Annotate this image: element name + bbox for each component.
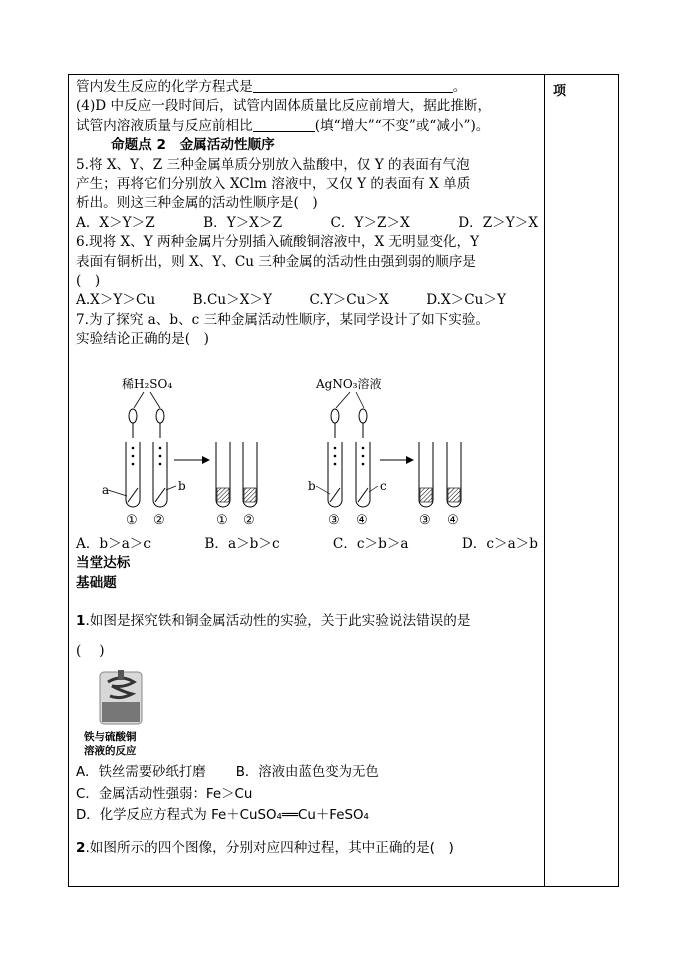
q6-options <box>76 291 506 310</box>
dropper-icon <box>129 409 164 438</box>
section-heading-2: 命题点 2 金属活动性顺序 <box>111 137 275 154</box>
label-metal-c: c <box>380 479 387 493</box>
q5-option-c[interactable]: C．Y＞Z＞X <box>330 214 410 231</box>
q1-text: .如图是探究铁和铜金属活动性的实验，关于此实验说法错误的是 <box>85 613 471 629</box>
q7-option-b[interactable]: B．a＞b＞c <box>204 536 280 552</box>
tube-number-4-result: ④ <box>447 513 459 528</box>
q7-experiment-figure <box>78 372 538 530</box>
q6-line-3: ( ) <box>76 273 101 290</box>
arrow-right-icon <box>174 456 210 464</box>
after-figure-content <box>76 535 540 593</box>
q5-option-d[interactable]: D．Z＞Y＞X <box>458 214 538 231</box>
q6-line-2: 表面有铜析出，则 X、Y、Cu 三种金属的活动性由强到弱的顺序是 <box>76 253 476 270</box>
text-q4-prompt: 试管内溶液质量与反应前相比 <box>76 117 253 134</box>
heading-jichu: 基础题 <box>76 574 117 591</box>
q6-option-c[interactable]: C.Y＞Cu＞X <box>309 292 389 309</box>
reagent-label-h2so4: 稀H₂SO₄ <box>122 377 173 391</box>
q1-option-b[interactable]: B．溶液由蓝色变为无色 <box>235 765 379 780</box>
tube-number-2: ② <box>153 513 165 528</box>
label-metal-b: b <box>178 479 186 493</box>
q7-line-2: 实验结论正确的是( ) <box>76 331 209 348</box>
test-tube-icon <box>126 442 167 507</box>
tube-number-3-result: ③ <box>419 513 431 528</box>
q1-number: 1 <box>76 613 86 629</box>
column-divider <box>544 74 545 887</box>
q6-option-b[interactable]: B.Cu＞X＞Y <box>192 292 272 309</box>
heading-dangtang: 当堂达标 <box>76 555 131 572</box>
dropper-icon <box>331 409 367 438</box>
arrow-right-icon <box>380 456 414 464</box>
q1-option-a[interactable]: A．铁丝需要砂纸打磨 <box>76 765 206 780</box>
question-2 <box>76 836 540 856</box>
line-equation <box>76 78 540 97</box>
tube-number-3: ③ <box>328 513 340 528</box>
q6-option-a[interactable]: A.X＞Y＞Cu <box>76 292 156 309</box>
q1-option-d[interactable]: D．化学反应方程式为 Fe＋CuSO₄══Cu＋FeSO₄ <box>76 808 369 823</box>
q1-paren: ( ) <box>76 643 105 659</box>
q5-line-2: 产生；再将它们分别放入 XClm 溶液中，又仅 Y 的表面有 X 单质 <box>76 176 471 193</box>
q5-option-a[interactable]: A．X＞Y＞Z <box>76 214 155 231</box>
q5-line-3: 析出。则这三种金属的活动性顺序是( ) <box>76 195 318 212</box>
side-column-label: 项 <box>553 84 567 99</box>
q1-option-c[interactable]: C．金属活动性强弱：Fe＞Cu <box>76 786 253 802</box>
q1-options <box>76 762 540 827</box>
q7-options <box>76 535 538 554</box>
q7-line-1: 7.为了探究 a、b、c 三种金属活动性顺序，某同学设计了如下实验。 <box>76 311 490 328</box>
test-tube-icon <box>328 442 370 507</box>
q5-line-1: 5.将 X、Y、Z 三种金属单质分别放入盐酸中，仅 Y 的表面有气泡 <box>76 156 470 173</box>
answer-blank-mass[interactable] <box>253 118 315 132</box>
iron-copper-sulfate-photo <box>78 668 168 760</box>
tube-number-2-result: ② <box>243 513 255 528</box>
main-content <box>76 78 540 350</box>
q2-text: .如图所示的四个图像，分别对应四种过程，其中正确的是( ) <box>85 840 454 856</box>
caption-line-2: 溶液的反应 <box>84 745 137 757</box>
text-q4-hint: (填“增大”“不变”或“减小”)。 <box>314 117 490 134</box>
q6-line-1: 6.现将 X、Y 两种金属片分别插入硫酸铜溶液中，X 无明显变化，Y <box>76 234 480 251</box>
tube-number-1: ① <box>126 513 138 528</box>
q5-option-b[interactable]: B．Y＞X＞Z <box>203 214 283 231</box>
tube-number-1-result: ① <box>216 513 228 528</box>
caption-line-1: 铁与硫酸铜 <box>84 731 137 743</box>
q7-option-d[interactable]: D．c＞a＞b <box>461 536 538 552</box>
q7-option-c[interactable]: C．c＞b＞a <box>332 536 409 552</box>
question-1 <box>76 606 540 666</box>
q2-number: 2 <box>76 840 86 856</box>
q7-option-a[interactable]: A．b＞a＞c <box>76 536 152 552</box>
beaker-icon <box>94 668 158 726</box>
text-period: 。 <box>452 79 467 95</box>
answer-blank-equation[interactable] <box>253 79 453 93</box>
label-metal-a: a <box>102 483 110 497</box>
reagent-label-agno3: AgNO₃溶液 <box>316 377 382 391</box>
label-metal-b-2: b <box>308 479 316 493</box>
line-q4: (4)D 中反应一段时间后，试管内固体质量比反应前增大，据此推断， <box>76 98 492 115</box>
photo-caption <box>84 730 137 758</box>
q6-option-d[interactable]: D.X＞Cu＞Y <box>426 292 506 309</box>
line-q4-cont <box>76 117 540 136</box>
q5-options <box>76 214 538 233</box>
text-equation-prompt: 管内发生反应的化学方程式是 <box>76 79 253 95</box>
tube-number-4: ④ <box>356 513 368 528</box>
